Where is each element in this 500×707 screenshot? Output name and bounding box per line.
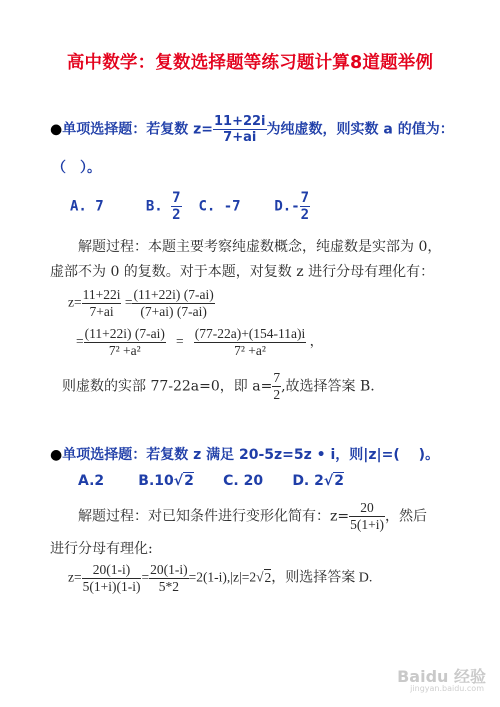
option-c: C. 20	[223, 473, 264, 489]
question-1-fraction	[213, 114, 267, 145]
conclusion-text: ,故选择答案 B.	[281, 378, 375, 395]
fraction-denominator: (7+ai) (7-ai)	[132, 303, 214, 320]
fraction-denominator: 5(1+i)(1-i)	[82, 579, 141, 594]
equation-fraction	[194, 326, 307, 359]
equation-text: ，则选择答案 D.	[271, 570, 373, 586]
fraction-denominator: 7² +a²	[84, 342, 166, 359]
option-b: B.10√2	[138, 473, 194, 489]
fraction-numerator: 7	[300, 190, 310, 206]
equation-fraction	[84, 326, 166, 359]
fraction-numerator: (11+22i) (7-ai)	[133, 287, 214, 302]
solution-2-equation: z= $\frac{20(1-i)}{5(1+i)(1-i)}$ = $\frac{20(1-i)}{5*2}$ =2(1-i),|z|=2√2，则选择答案 D.	[68, 562, 373, 594]
fraction-numerator: 11+22i	[213, 114, 266, 129]
equation-fraction	[82, 287, 122, 320]
equation-fraction	[132, 287, 214, 320]
equation-text: =	[124, 294, 133, 310]
question-2-options	[78, 473, 344, 489]
fraction-denominator: 2	[172, 207, 181, 223]
question-1-blank: （ ）。	[52, 160, 101, 176]
fraction-numerator: 7	[172, 190, 181, 206]
watermark-brand: Baidu 经验	[397, 667, 486, 686]
equation-text: =	[76, 333, 84, 349]
radicand: 2	[184, 473, 194, 489]
fraction-denominator: 7+ai	[213, 129, 267, 145]
option-b-fraction	[171, 190, 181, 223]
watermark-url: jingyan.baidu.com	[410, 684, 484, 693]
option-d-fraction	[300, 190, 310, 223]
solution-text: ，然后	[384, 508, 427, 525]
question-2-lead: 单项选择题：若复数 z 满足 20-5z=5z • i，则|z|=( )。	[62, 447, 440, 463]
equation-fraction	[149, 562, 189, 595]
conclusion-text: 则虚数的实部 77-22a=0，即 a=	[62, 378, 273, 395]
fraction-denominator: 5*2	[149, 578, 189, 595]
solution-text: 解题过程：对已知条件进行变形化简有：z=	[78, 508, 350, 525]
equation-fraction	[82, 562, 142, 595]
solution-1-equation-1	[68, 287, 215, 320]
solution-2-line-2: 进行分母有理化:	[50, 541, 153, 557]
fraction-numerator: 20(1-i)	[150, 562, 188, 577]
question-2-stem	[50, 444, 439, 464]
option-b-label: B.	[145, 198, 163, 215]
solution-fraction	[349, 500, 385, 533]
solution-1-equation-2	[76, 326, 323, 359]
solution-1-line-2: 虚部不为 0 的复数。对于本题，对复数 z 进行分母有理化有：	[50, 264, 435, 280]
option-text: B.10	[138, 473, 174, 489]
equation-text: ，	[309, 333, 324, 349]
answer-fraction	[272, 370, 281, 403]
solution-1-conclusion	[62, 370, 375, 403]
bullet-icon: ●	[50, 447, 63, 463]
option-a: A.2	[78, 473, 105, 489]
question-1-options	[70, 190, 310, 223]
fraction-numerator: (11+22i) (7-ai)	[84, 326, 165, 341]
solution-2-line-1	[78, 500, 427, 533]
solution-1-line-1: 解题过程：本题主要考察纯虚数概念，纯虚数是实部为 0，	[78, 239, 442, 255]
option-c: C. -7	[198, 198, 241, 215]
fraction-denominator: 5(1+i)	[350, 517, 384, 532]
fraction-numerator: 7	[273, 370, 281, 385]
equation-text: =	[141, 569, 150, 585]
equation-text: z=	[68, 294, 82, 310]
option-d: D. 2√2	[292, 473, 344, 489]
bullet-icon: ●	[50, 121, 63, 138]
fraction-denominator: 7² +a²	[194, 342, 307, 359]
option-d-label: D.-	[274, 198, 300, 215]
question-1-tail: 为纯虚数，则实数 a 的值为：	[266, 121, 454, 138]
equation-text: =	[175, 333, 184, 349]
fraction-numerator: 20(1-i)	[92, 562, 131, 577]
fraction-numerator: (77-22a)+(154-11a)i	[194, 326, 306, 341]
radicand: 2	[264, 569, 272, 585]
option-text: D. 2	[292, 473, 324, 489]
equation-text: z=	[68, 569, 82, 585]
option-a: A. 7	[70, 198, 104, 215]
fraction-denominator: 2	[273, 387, 281, 402]
fraction-numerator: 20	[360, 500, 374, 515]
equation-text: =2(1-i),|z|=2	[188, 569, 257, 585]
fraction-denominator: 7+ai	[82, 303, 122, 320]
fraction-denominator: 2	[300, 207, 310, 223]
fraction-numerator: 11+22i	[82, 287, 121, 302]
page-title: 高中数学：复数选择题等练习题计算8道题举例	[66, 53, 434, 73]
question-1-stem	[50, 114, 454, 145]
question-1-lead: 单项选择题：若复数 z=	[62, 121, 213, 138]
radicand: 2	[334, 473, 344, 489]
